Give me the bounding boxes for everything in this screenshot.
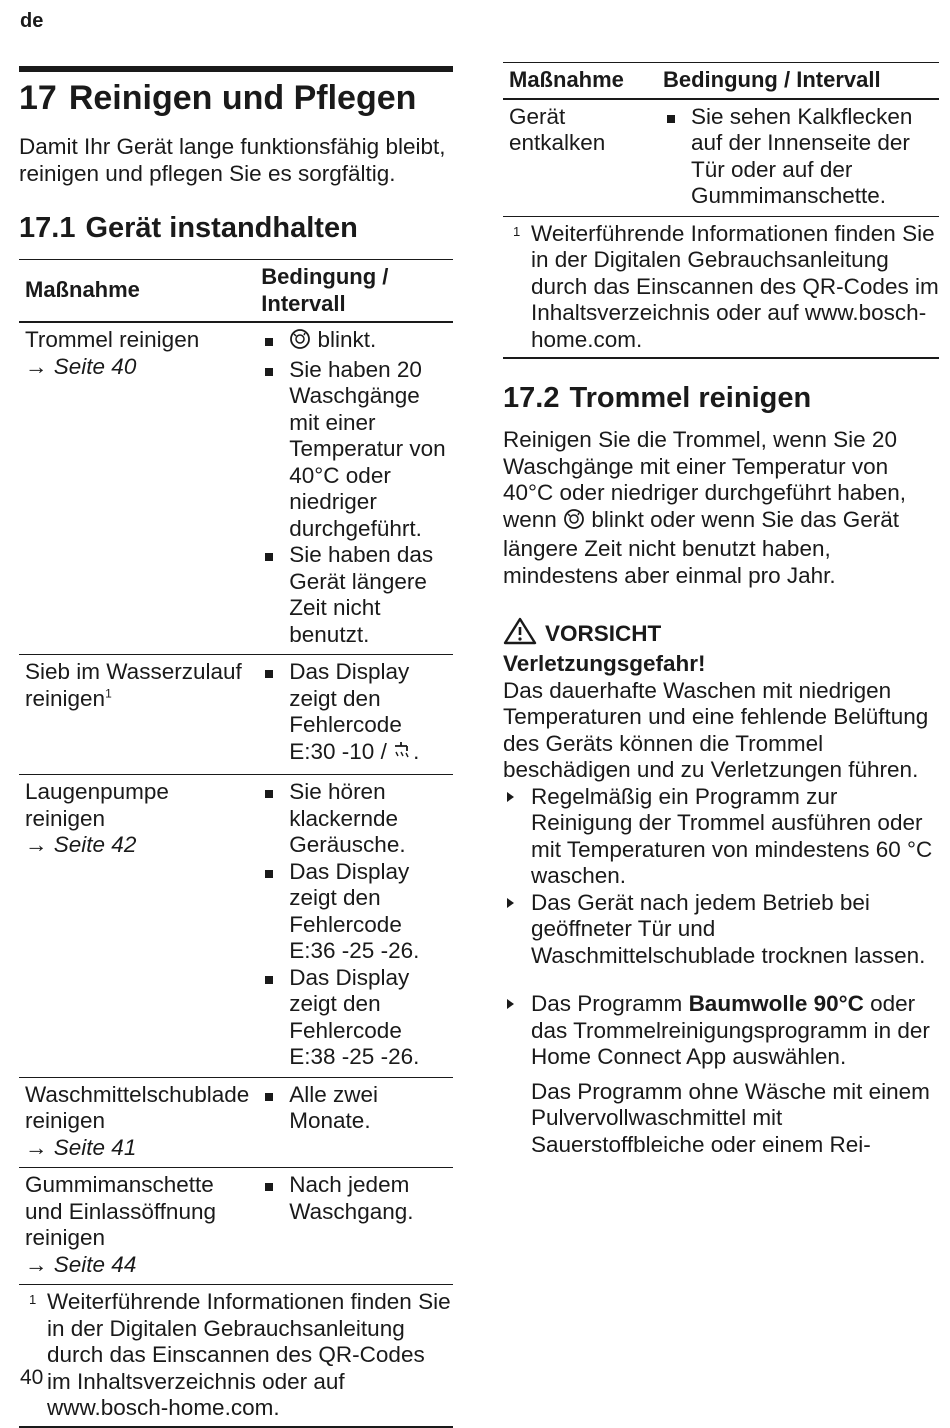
chapter-title: [19, 66, 453, 118]
drum-clean-icon: [289, 328, 311, 357]
caution-steps: [503, 784, 939, 970]
list-item: Das Display zeigt den Fehlercode E:38 -25 -26.: [261, 965, 447, 1071]
measure-text: Gummimanschette und Einlassöffnung reinigen: [25, 1172, 216, 1250]
section-title-text: Gerät instandhalten: [85, 212, 358, 244]
chapter-number: 17: [19, 79, 57, 117]
table-header-row: [19, 260, 453, 323]
caution-title: Verletzungsgefahr!: [503, 651, 706, 676]
condition-list: [261, 1172, 447, 1225]
condition-cell: [255, 1077, 453, 1168]
list-item: Das Gerät nach jedem Betrieb bei geöffneter Tür und Waschmittelschublade trocknen lassen.: [503, 890, 939, 970]
warning-triangle-icon: [503, 617, 545, 651]
list-item: Das Display zeigt den Fehlercode E:36 -25 -26.: [261, 859, 447, 965]
condition-text: blinkt.: [317, 327, 377, 352]
measure-text: Waschmittelschublade reinigen: [25, 1081, 250, 1133]
arrow-right-icon: →: [25, 353, 48, 379]
section-title: [503, 381, 939, 415]
list-item: Sie haben 20 Waschgänge mit einer Temperatur von 40°C oder niedriger durchgeführt.: [261, 357, 447, 543]
section-title-text: Trommel reinigen: [569, 382, 812, 414]
drum-clean-icon: [563, 508, 585, 537]
measure-cell: [19, 1168, 255, 1285]
condition-list: [261, 1082, 447, 1135]
step-text: oder das Trommelreinigungsprogramm in der Home Connect App auswählen.: [531, 991, 930, 1069]
footnote-text: Weiterführende Informationen finden Sie in der Digitalen Gebrauchsanleitung durch das Einscannen des QR-Codes im Inhaltsverzeichnis oder auf www.bosch-home.com.: [47, 1289, 451, 1420]
list-item: Alle zwei Monate.: [261, 1082, 447, 1135]
caution-text: Das dauerhafte Waschen mit niedrigen Temperaturen und eine fehlende Belüftung des Geräts können die Trommel beschädigen und zu Verletzungen führen.: [503, 677, 929, 782]
caution-heading: [503, 617, 939, 651]
page-number: 40: [20, 1366, 44, 1389]
condition-cell: [255, 1168, 453, 1285]
arrow-right-icon: →: [25, 1134, 48, 1160]
section-number: 17.2: [503, 382, 560, 414]
condition-cell: [255, 775, 453, 1078]
list-item: Sie hören klackernde Geräusche.: [261, 779, 447, 859]
table-row: [19, 1077, 453, 1168]
col-header-condition: Bedingung / Intervall: [255, 260, 453, 323]
page-reference-text: Seite 42: [53, 832, 137, 857]
maintenance-table-continued: [503, 62, 939, 217]
measure-text: Sieb im Wasserzulauf reinigen: [25, 659, 242, 711]
arrow-right-icon: →: [25, 1251, 48, 1277]
condition-list: [261, 659, 447, 768]
table-header-row: [503, 63, 939, 99]
page-reference-text: Seite 44: [53, 1251, 137, 1277]
list-item: Nach jedem Waschgang.: [261, 1172, 447, 1225]
condition-text: Das Display zeigt den Fehlercode E:30 -10 /: [289, 659, 410, 764]
table-row: [19, 655, 453, 775]
condition-cell: [255, 322, 453, 655]
paragraph-text: Reinigen Sie die Trommel, wenn Sie 20 Waschgänge mit einer Temperatur von 40°C oder niedriger durchgeführt haben, wenn: [503, 427, 907, 532]
chapter-title-text: Reinigen und Pflegen: [68, 79, 417, 117]
condition-cell: [255, 655, 453, 775]
paragraph-text: blinkt oder wenn Sie das Gerät längere Zeit nicht benutzt haben, mindestens aber einmal pro Jahr.: [503, 506, 900, 588]
section-title: [19, 211, 453, 245]
page-reference-text: Seite 40: [53, 353, 137, 379]
measure-cell: [19, 1077, 255, 1168]
table-row: [19, 775, 453, 1078]
table-row: [19, 1168, 453, 1285]
measure-cell: [19, 775, 255, 1078]
table-footnote: [19, 1285, 453, 1428]
measure-text: Trommel reinigen: [25, 327, 200, 352]
measure-cell: [19, 655, 255, 775]
footnote-text: Weiterführende Informationen finden Sie in der Digitalen Gebrauchsanleitung durch das Einscannen des QR-Codes im Inhaltsverzeichnis oder auf www.bosch-home.com.: [531, 220, 939, 352]
language-tag: de: [20, 10, 44, 32]
table-footnote: [503, 217, 939, 360]
left-column: [19, 66, 453, 1428]
program-name: Baumwolle 90°C: [688, 991, 864, 1016]
page-reference-text: Seite 41: [53, 1134, 137, 1160]
footnote-mark: 1: [29, 1292, 37, 1307]
step-text: Das Programm: [531, 991, 683, 1016]
section-paragraph: [503, 427, 939, 589]
chapter-intro: Damit Ihr Gerät lange funktionsfähig bleibt, reinigen und pflegen Sie es sorgfältig.: [19, 134, 446, 186]
condition-list: [261, 327, 447, 648]
page-reference[interactable]: [25, 1252, 136, 1277]
condition-cell: [657, 99, 939, 217]
col-header-measure: Maßnahme: [503, 63, 657, 99]
list-item: Sie haben das Gerät längere Zeit nicht benutzt.: [261, 542, 447, 648]
table-row: [503, 99, 939, 217]
footnote-ref: 1: [105, 686, 112, 700]
instruction-steps: [503, 991, 939, 1071]
list-item: [261, 327, 447, 357]
list-item: [503, 991, 939, 1071]
footnote-mark: 1: [513, 223, 521, 239]
step-note: Das Programm ohne Wäsche mit einem Pulvervollwaschmittel mit Sauerstoffbleiche oder einem Rei-: [531, 1078, 930, 1157]
caution-label: VORSICHT: [545, 621, 662, 646]
table-row: [19, 322, 453, 655]
list-item: Sie sehen Kalkflecken auf der Innenseite der Tür oder auf der Gummimanschette.: [663, 104, 933, 210]
list-item: Regelmäßig ein Programm zur Reinigung der Trommel ausführen oder mit Temperaturen von mindestens 60 °C waschen.: [503, 784, 939, 890]
water-tap-icon: [393, 740, 413, 769]
measure-cell: [19, 322, 255, 655]
maintenance-table: [19, 259, 453, 1285]
condition-list: [663, 104, 933, 210]
col-header-measure: Maßnahme: [19, 260, 255, 323]
measure-cell: Gerät entkalken: [503, 99, 657, 217]
section-number: 17.1: [19, 212, 76, 244]
measure-text: Laugenpumpe reinigen: [25, 779, 169, 831]
page-reference[interactable]: [25, 1135, 136, 1160]
list-item: Das Display zeigt den Fehlercode E:30 -10 / .: [261, 659, 447, 768]
condition-list: [261, 779, 447, 1071]
arrow-right-icon: →: [25, 832, 48, 857]
col-header-condition: Bedingung / Intervall: [657, 63, 939, 99]
right-column: [503, 62, 939, 1158]
page-reference[interactable]: [25, 832, 136, 857]
page-reference[interactable]: [25, 354, 136, 379]
